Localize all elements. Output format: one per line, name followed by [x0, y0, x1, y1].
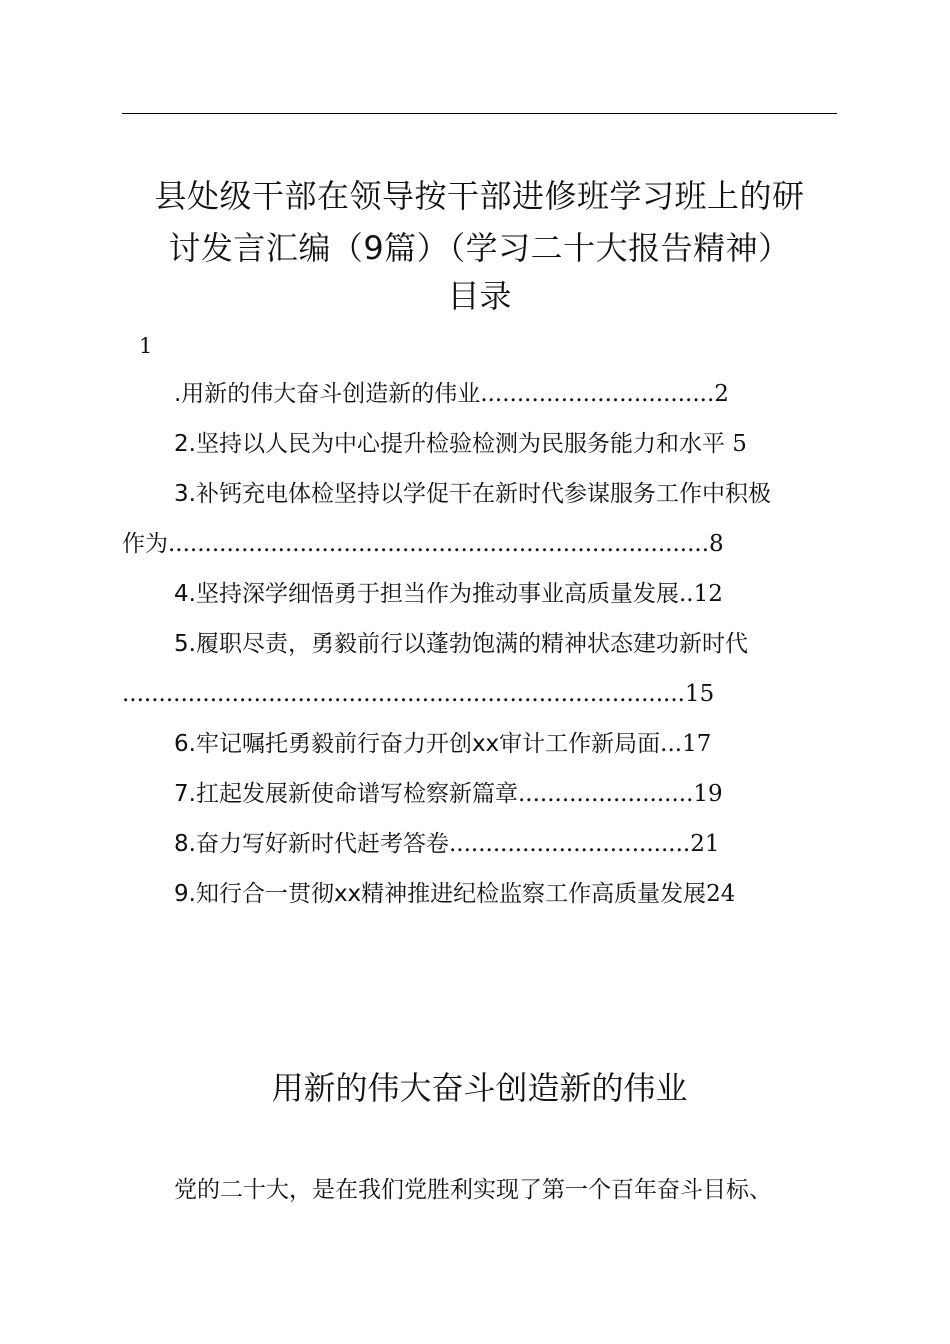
toc-entry-text: 2.坚持以人民为中心提升检验检测为民服务能力和水平 [174, 431, 725, 457]
toc-entry-text: 8.奋力写好新时代赶考答卷 [174, 831, 449, 857]
document-title-line-1: 县处级干部在领导按干部进修班学习班上的研 [154, 177, 805, 215]
toc-page-number: 12 [693, 581, 723, 607]
toc-page-number: 19 [693, 781, 723, 807]
toc-leader-dots: ........................ [517, 781, 694, 807]
header-rule [122, 113, 837, 114]
toc-leader-dots: ............................................................................. [122, 681, 685, 707]
toc-entry-text: 4.坚持深学细悟勇于担当作为推动事业高质量发展 [174, 581, 679, 607]
section-title: 用新的伟大奋斗创造新的伟业 [271, 1069, 688, 1107]
toc-leader-dots: ................................. [448, 831, 691, 857]
toc-entry-text: 3.补钙充电体检坚持以学促干在新时代参谋服务工作中积极 [174, 481, 771, 507]
toc-leader-dots: .......................................................................... [168, 531, 710, 557]
toc-leader-dots: ................................ [480, 381, 715, 407]
toc-entry-text-continued: 作为 [122, 531, 168, 557]
toc-entry-6[interactable] [122, 728, 837, 760]
toc-entry-text: 5.履职尽责，勇毅前行以蓬勃饱满的精神状态建功新时代 [174, 631, 748, 657]
document-title [122, 170, 837, 274]
toc-entry-5-continuation[interactable] [122, 678, 837, 710]
toc-entry-text: .用新的伟大奋斗创造新的伟业 [174, 381, 481, 407]
toc-leader-dots: .. [678, 581, 694, 607]
toc-page-number: 2 [714, 381, 729, 407]
toc-entry-8[interactable] [122, 828, 837, 860]
toc-entry-text: 7.扛起发展新使命谱写检察新篇章 [174, 781, 518, 807]
toc-heading: 目录 [447, 277, 512, 315]
toc-entry-3[interactable] [122, 478, 837, 510]
toc-leader-dots: ... [660, 731, 683, 757]
toc-entry-3-continuation[interactable] [122, 528, 837, 560]
page-marker: 1 [139, 334, 153, 358]
toc-page-number: 15 [684, 681, 715, 707]
toc-page-number: 8 [709, 531, 724, 557]
toc-entry-2[interactable] [122, 428, 837, 460]
toc-entry-5[interactable] [122, 628, 837, 660]
toc-entry-1[interactable] [122, 378, 837, 410]
toc-entry-text: 6.牢记嘱托勇毅前行奋力开创xx审计工作新局面 [174, 731, 661, 757]
toc-page-number: 5 [732, 431, 747, 457]
toc-page-number: 17 [682, 731, 712, 757]
toc-page-number: 21 [690, 831, 720, 857]
body-paragraph: 党的二十大，是在我们党胜利实现了第一个百年奋斗目标、 [174, 1177, 772, 1203]
toc-page-number: 24 [706, 881, 736, 907]
toc-entry-text: 9.知行合一贯彻xx精神推进纪检监察工作高质量发展 [174, 881, 707, 907]
toc-entry-7[interactable] [122, 778, 837, 810]
document-title-line-2: 讨发言汇编（9篇）（学习二十大报告精神） [168, 229, 791, 267]
toc-entry-9[interactable] [122, 878, 837, 910]
toc-entry-4[interactable] [122, 578, 837, 610]
